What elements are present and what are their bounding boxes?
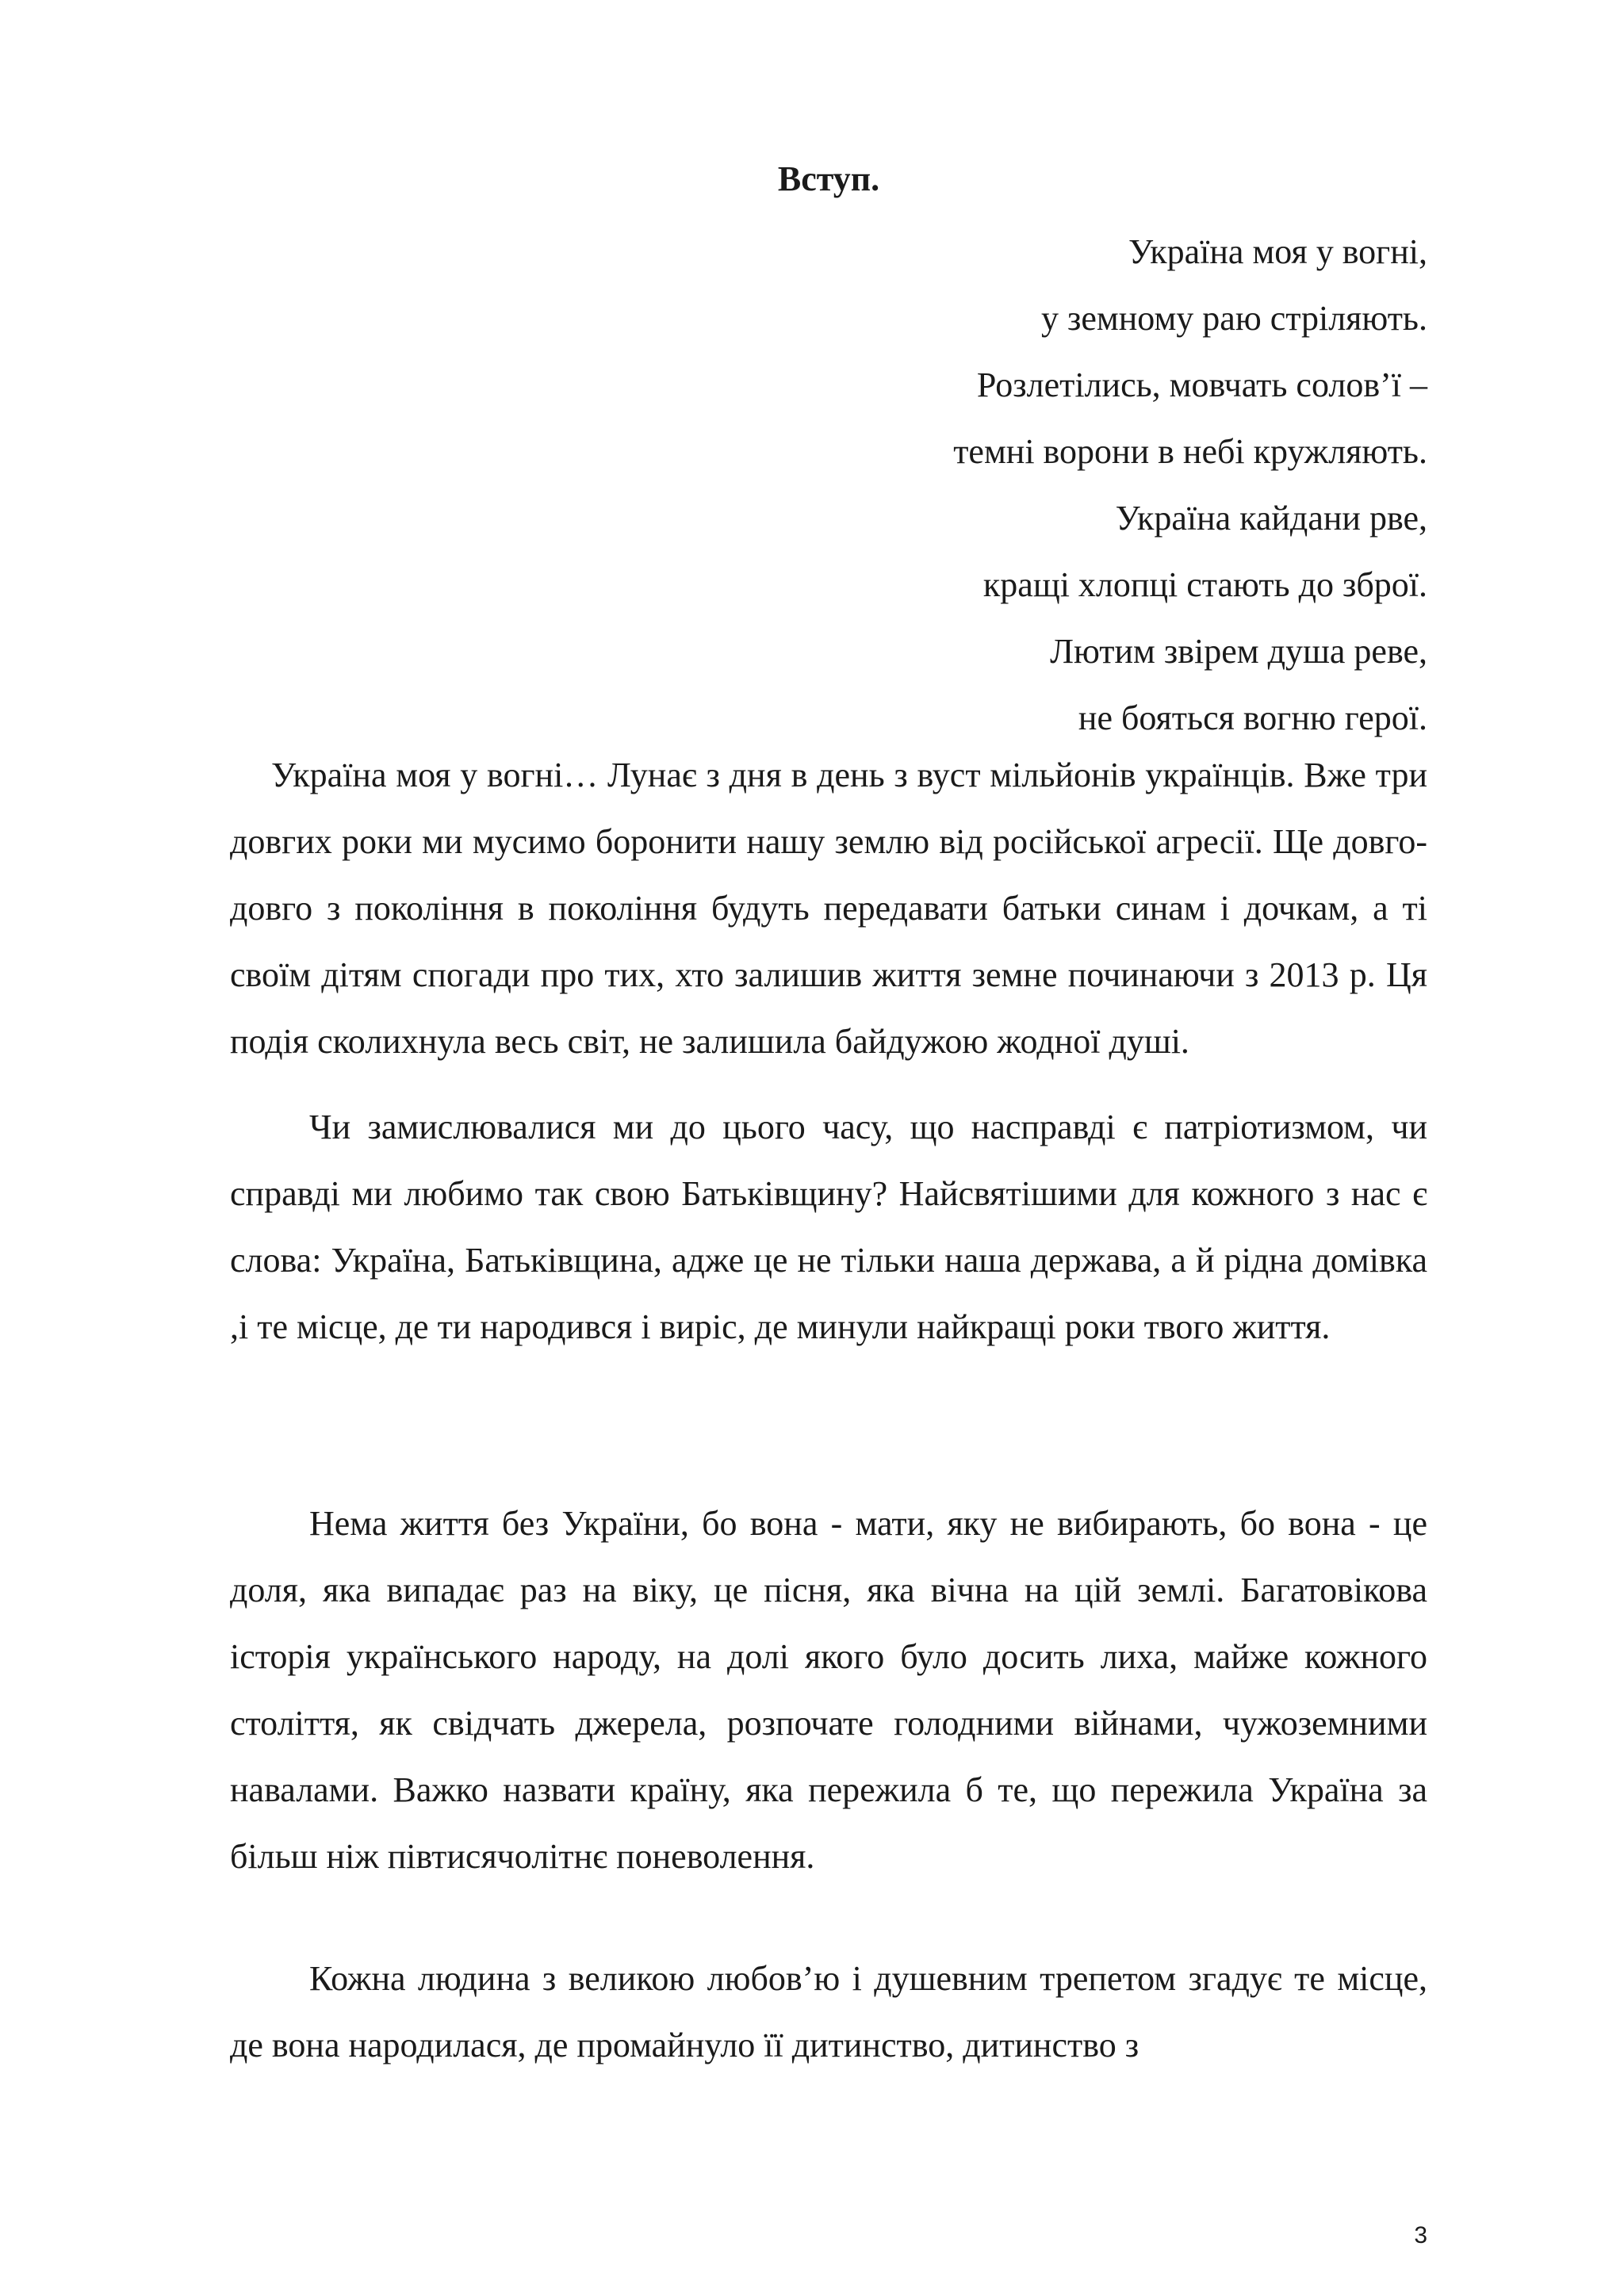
- poem-line: кращі хлопці стають до зброї.: [982, 565, 1427, 604]
- page-number: 3: [1414, 2222, 1427, 2248]
- poem-line: темні ворони в небі кружляють.: [953, 432, 1427, 471]
- body-paragraph: Чи замислювалися ми до цього часу, що насправді є патріотизмом, чи справді ми любимо так свою Батьківщину? Найсвятішими для кожного з нас є слова: Україна, Батьківщина, адже це не тільки наша держава, а й рідна домівка ,і те місце, де ти народився і виріс, де минули найкращі роки твого життя.: [230, 1108, 1427, 1346]
- poem-line: Розлетілись, мовчать солов’ї –: [976, 365, 1427, 404]
- body-paragraph: Кожна людина з великою любов’ю і душевним трепетом згадує те місце, де вона народилася, де промайнуло її дитинство, дитинство з: [230, 1959, 1427, 2064]
- poem-line: Лютим звірем душа реве,: [1050, 632, 1427, 671]
- body-paragraph: Україна моя у вогні… Лунає з дня в день з вуст мільйонів українців. Вже три довгих роки ми мусимо боронити нашу землю від російської агресії. Ще довго-довго з покоління в покоління будуть передавати батьки синам і дочкам, а ті своїм дітям спогади про тих, хто залишив життя земне починаючи з 2013 р. Ця подія сколихнула весь світ, не залишила байдужою жодної душі.: [230, 756, 1427, 1061]
- poem-line: не боятьcя вогню герої.: [1078, 698, 1427, 737]
- page-title: Вступ.: [777, 159, 880, 198]
- document-page: [230, 0, 1427, 2296]
- poem-line: Україна кайдани рве,: [1115, 499, 1427, 538]
- poem-line: у земному раю стріляють.: [1040, 299, 1427, 338]
- poem-stanza: [230, 219, 1427, 752]
- body-paragraph: Нема життя без України, бо вона - мати, яку не вибирають, бо вона - це доля, яка випадає раз на віку, це пісня, яка вічна на цій землі. Багатовікова історія українського народу, на долі якого було досить лиха, майже кожного століття, як свідчать джерела, розпочате голодними війнами, чужоземними навалами. Важко назвати країну, яка пережила б те, що пережила Україна за більш ніж півтисячолітнє поневолення.: [230, 1504, 1427, 1876]
- poem-line: Україна моя у вогні,: [1128, 232, 1427, 271]
